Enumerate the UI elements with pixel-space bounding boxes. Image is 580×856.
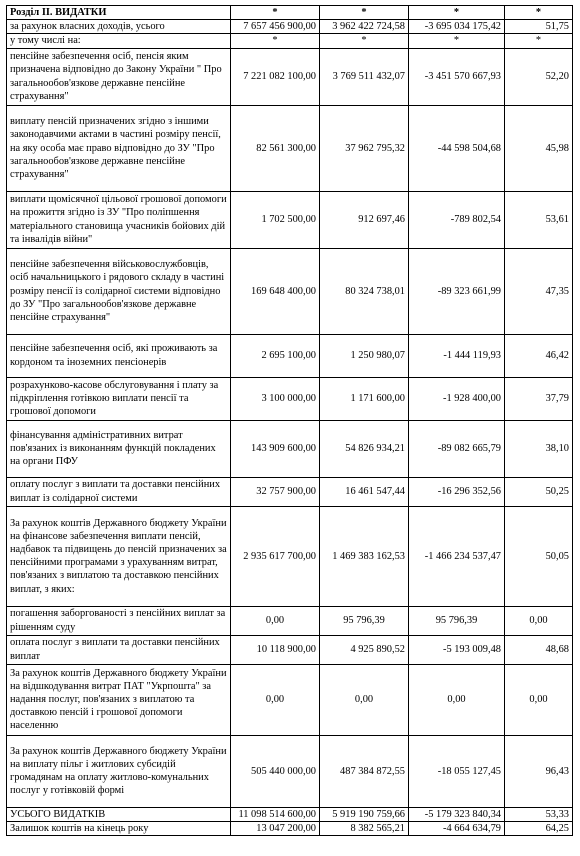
deviation-cell: * <box>409 34 505 48</box>
row-label: оплату послуг з виплати та доставки пенсійних виплат із солідарної системи <box>7 477 231 506</box>
percent-cell: * <box>505 34 573 48</box>
plan-cell: 0,00 <box>231 606 320 635</box>
row-label: фінансування адміністративних витрат пов'язаних із виконанням функцій покладених на органи ПФУ <box>7 420 231 477</box>
percent-cell: 46,42 <box>505 334 573 377</box>
percent-cell: 48,68 <box>505 635 573 664</box>
actual-cell: 5 919 190 759,66 <box>320 807 409 821</box>
deviation-cell: -4 664 634,79 <box>409 821 505 835</box>
table-row <box>7 248 573 334</box>
percent-cell: 53,61 <box>505 191 573 248</box>
balance-row <box>7 821 573 835</box>
row-label: розрахунково-касове обслуговування і плату за підкріплення готівкою виплати пенсії та грошової допомоги <box>7 377 231 420</box>
percent-cell: 38,10 <box>505 420 573 477</box>
section-title: Розділ ІІ. ВИДАТКИ <box>7 6 231 20</box>
row-label: виплати щомісячної цільової грошової допомоги на прожиття згідно із ЗУ "Про поліпшення матеріального становища учасників бойових дій та інвалідів війни" <box>7 191 231 248</box>
deviation-cell: 0,00 <box>409 664 505 735</box>
plan-cell: 7 657 456 900,00 <box>231 20 320 34</box>
row-label: За рахунок коштів Державного бюджету України на виплату пільг і житлових субсидій громадянам на оплату житлово-комунальних послуг у готівковій формі <box>7 735 231 807</box>
percent-cell: 0,00 <box>505 606 573 635</box>
deviation-cell: -1 928 400,00 <box>409 377 505 420</box>
table-row <box>7 48 573 105</box>
deviation-cell: -3 695 034 175,42 <box>409 20 505 34</box>
table-row <box>7 191 573 248</box>
plan-cell: 7 221 082 100,00 <box>231 48 320 105</box>
table-row <box>7 105 573 191</box>
plan-cell: 13 047 200,00 <box>231 821 320 835</box>
row-label: УСЬОГО ВИДАТКІВ <box>7 807 231 821</box>
plan-cell: 3 100 000,00 <box>231 377 320 420</box>
expenditure-table-wrap <box>6 5 573 836</box>
actual-cell: 1 250 980,07 <box>320 334 409 377</box>
actual-cell: 1 171 600,00 <box>320 377 409 420</box>
plan-cell: 2 695 100,00 <box>231 334 320 377</box>
deviation-cell: -89 323 661,99 <box>409 248 505 334</box>
actual-cell: 912 697,46 <box>320 191 409 248</box>
actual-cell: 37 962 795,32 <box>320 105 409 191</box>
percent-cell: 45,98 <box>505 105 573 191</box>
actual-cell: 3 769 511 432,07 <box>320 48 409 105</box>
plan-cell: 2 935 617 700,00 <box>231 506 320 606</box>
percent-cell: 37,79 <box>505 377 573 420</box>
deviation-cell: -1 444 119,93 <box>409 334 505 377</box>
table-row <box>7 664 573 735</box>
row-label: пенсійне забезпечення військовослужбовців, осіб начальницького і рядового складу в частині розміру пенсії із солідарної системи відповідно до ЗУ "Про загальнообов'язкове державне пенсійне страхування" <box>7 248 231 334</box>
plan-cell: 0,00 <box>231 664 320 735</box>
header-cell: * <box>231 6 320 20</box>
percent-cell: 64,25 <box>505 821 573 835</box>
percent-cell: 50,05 <box>505 506 573 606</box>
plan-cell: 10 118 900,00 <box>231 635 320 664</box>
row-label: погашення заборгованості з пенсійних виплат за рішенням суду <box>7 606 231 635</box>
actual-cell: 95 796,39 <box>320 606 409 635</box>
deviation-cell: -44 598 504,68 <box>409 105 505 191</box>
header-cell: * <box>409 6 505 20</box>
actual-cell: 80 324 738,01 <box>320 248 409 334</box>
row-label: пенсійне забезпечення осіб, пенсія яким призначена відповідно до Закону України " Про загальнообов'язкове державне пенсійне страхування" <box>7 48 231 105</box>
deviation-cell: -89 082 665,79 <box>409 420 505 477</box>
deviation-cell: -1 466 234 537,47 <box>409 506 505 606</box>
row-label: За рахунок коштів Державного бюджету України на фінансове забезпечення виплати пенсій, надбавок та підвищень до пенсій призначених за пенсійними програмами з урахуванням витрат, пов'язаних з виплатою та доставкою пенсійних виплат, з яких: <box>7 506 231 606</box>
row-label: за рахунок власних доходів, усього <box>7 20 231 34</box>
actual-cell: 54 826 934,21 <box>320 420 409 477</box>
row-label: За рахунок коштів Державного бюджету України на відшкодування витрат ПАТ "Укрпошта" за надання послуг, пов'язаних з виплатою та доставкою пенсій і грошової допомоги населенню <box>7 664 231 735</box>
expenditure-table <box>6 5 573 836</box>
percent-cell: 52,20 <box>505 48 573 105</box>
table-row <box>7 334 573 377</box>
actual-cell: 3 962 422 724,58 <box>320 20 409 34</box>
table-row <box>7 635 573 664</box>
table-row <box>7 377 573 420</box>
table-row <box>7 420 573 477</box>
actual-cell: 8 382 565,21 <box>320 821 409 835</box>
plan-cell: 32 757 900,00 <box>231 477 320 506</box>
table-row <box>7 735 573 807</box>
row-label: виплату пенсій призначених згідно з іншими законодавчими актами в частині розміру пенсії, на яку особа має право відповідно до ЗУ "Про загальнообов'язкове державне пенсійне страхування" <box>7 105 231 191</box>
actual-cell: 487 384 872,55 <box>320 735 409 807</box>
plan-cell: 143 909 600,00 <box>231 420 320 477</box>
deviation-cell: -3 451 570 667,93 <box>409 48 505 105</box>
header-cell: * <box>320 6 409 20</box>
percent-cell: 47,35 <box>505 248 573 334</box>
table-row <box>7 606 573 635</box>
percent-cell: 50,25 <box>505 477 573 506</box>
plan-cell: 11 098 514 600,00 <box>231 807 320 821</box>
total-row <box>7 807 573 821</box>
deviation-cell: -16 296 352,56 <box>409 477 505 506</box>
row-label: Залишок коштів на кінець року <box>7 821 231 835</box>
percent-cell: 51,75 <box>505 20 573 34</box>
actual-cell: 1 469 383 162,53 <box>320 506 409 606</box>
actual-cell: * <box>320 34 409 48</box>
section-header-row <box>7 6 573 20</box>
plan-cell: 169 648 400,00 <box>231 248 320 334</box>
deviation-cell: -5 179 323 840,34 <box>409 807 505 821</box>
table-row <box>7 34 573 48</box>
table-row <box>7 20 573 34</box>
deviation-cell: -5 193 009,48 <box>409 635 505 664</box>
table-row <box>7 506 573 606</box>
percent-cell: 0,00 <box>505 664 573 735</box>
plan-cell: * <box>231 34 320 48</box>
deviation-cell: -18 055 127,45 <box>409 735 505 807</box>
actual-cell: 0,00 <box>320 664 409 735</box>
deviation-cell: 95 796,39 <box>409 606 505 635</box>
row-label: пенсійне забезпечення осіб, які проживають за кордоном та іноземних пенсіонерів <box>7 334 231 377</box>
row-label: у тому числі на: <box>7 34 231 48</box>
plan-cell: 1 702 500,00 <box>231 191 320 248</box>
percent-cell: 53,33 <box>505 807 573 821</box>
actual-cell: 4 925 890,52 <box>320 635 409 664</box>
actual-cell: 16 461 547,44 <box>320 477 409 506</box>
row-label: оплата послуг з виплати та доставки пенсійних виплат <box>7 635 231 664</box>
percent-cell: 96,43 <box>505 735 573 807</box>
plan-cell: 505 440 000,00 <box>231 735 320 807</box>
plan-cell: 82 561 300,00 <box>231 105 320 191</box>
table-row <box>7 477 573 506</box>
deviation-cell: -789 802,54 <box>409 191 505 248</box>
header-cell: * <box>505 6 573 20</box>
